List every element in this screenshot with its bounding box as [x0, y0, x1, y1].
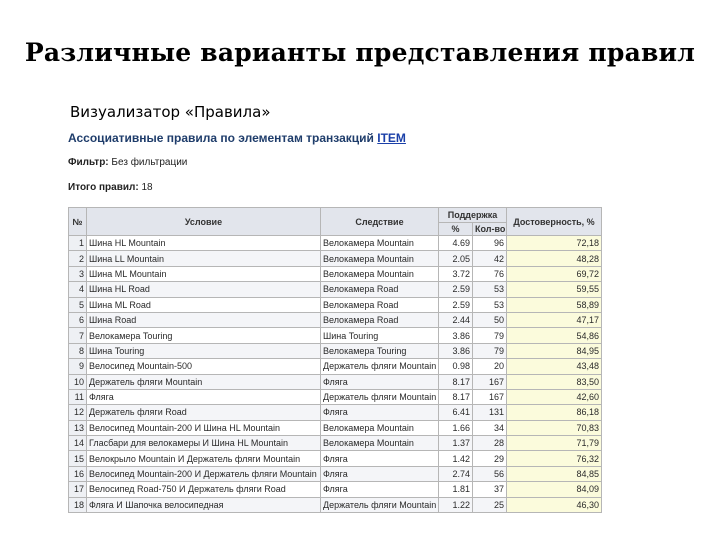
confidence-cell: 70,83 [507, 420, 602, 435]
row-number-cell: 9 [69, 359, 87, 374]
condition-cell: Фляга И Шапочка велосипедная [87, 497, 321, 512]
consequence-cell: Фляга [321, 482, 439, 497]
condition-cell: Велосипед Road-750 И Держатель фляги Road [87, 482, 321, 497]
support-pct-cell: 1.66 [439, 420, 473, 435]
consequence-cell: Велокамера Mountain [321, 266, 439, 281]
row-number-cell: 3 [69, 266, 87, 281]
support-count-cell: 42 [473, 251, 507, 266]
confidence-cell: 69,72 [507, 266, 602, 281]
report-title-item-link[interactable]: ITEM [377, 131, 406, 145]
confidence-cell: 86,18 [507, 405, 602, 420]
condition-cell: Велокамера Touring [87, 328, 321, 343]
consequence-cell: Велокамера Mountain [321, 251, 439, 266]
support-pct-cell: 2.44 [439, 312, 473, 327]
confidence-cell: 46,30 [507, 497, 602, 512]
report-title-prefix: Ассоциативные правила по элементам транзакций [68, 131, 374, 145]
row-number-cell: 1 [69, 236, 87, 251]
slide-subtitle: Визуализатор «Правила» [70, 103, 271, 121]
consequence-cell: Фляга [321, 451, 439, 466]
table-row[interactable] [69, 389, 602, 404]
consequence-cell: Велокамера Mountain [321, 420, 439, 435]
row-number-cell: 14 [69, 436, 87, 451]
support-pct-cell: 6.41 [439, 405, 473, 420]
header-support-pct[interactable]: % [439, 223, 473, 236]
total-label: Итого правил: [68, 182, 139, 193]
consequence-cell: Велокамера Road [321, 297, 439, 312]
support-pct-cell: 2.74 [439, 466, 473, 481]
support-count-cell: 25 [473, 497, 507, 512]
header-consequence[interactable]: Следствие [321, 208, 439, 236]
slide-title: Различные варианты представления правил [24, 38, 696, 67]
condition-cell: Велосипед Mountain-200 И Шина HL Mountain [87, 420, 321, 435]
header-num[interactable]: № [69, 208, 87, 236]
support-pct-cell: 3.86 [439, 328, 473, 343]
support-count-cell: 76 [473, 266, 507, 281]
support-pct-cell: 8.17 [439, 389, 473, 404]
row-number-cell: 7 [69, 328, 87, 343]
condition-cell: Шина ML Road [87, 297, 321, 312]
table-row[interactable] [69, 451, 602, 466]
condition-cell: Держатель фляги Road [87, 405, 321, 420]
support-count-cell: 20 [473, 359, 507, 374]
support-count-cell: 167 [473, 389, 507, 404]
rules-table-body [69, 236, 602, 513]
table-row[interactable] [69, 343, 602, 358]
support-count-cell: 29 [473, 451, 507, 466]
confidence-cell: 42,60 [507, 389, 602, 404]
row-number-cell: 5 [69, 297, 87, 312]
table-row[interactable] [69, 359, 602, 374]
confidence-cell: 84,09 [507, 482, 602, 497]
support-pct-cell: 3.72 [439, 266, 473, 281]
row-number-cell: 18 [69, 497, 87, 512]
condition-cell: Велосипед Mountain-200 И Держатель фляги Mountain [87, 466, 321, 481]
row-number-cell: 16 [69, 466, 87, 481]
confidence-cell: 83,50 [507, 374, 602, 389]
table-row[interactable] [69, 328, 602, 343]
row-number-cell: 10 [69, 374, 87, 389]
condition-cell: Шина HL Mountain [87, 236, 321, 251]
table-row[interactable] [69, 482, 602, 497]
support-pct-cell: 2.05 [439, 251, 473, 266]
support-pct-cell: 4.69 [439, 236, 473, 251]
confidence-cell: 84,85 [507, 466, 602, 481]
consequence-cell: Велокамера Mountain [321, 436, 439, 451]
table-row[interactable] [69, 436, 602, 451]
table-row[interactable] [69, 266, 602, 281]
consequence-cell: Велокамера Road [321, 282, 439, 297]
support-count-cell: 167 [473, 374, 507, 389]
confidence-cell: 71,79 [507, 436, 602, 451]
confidence-cell: 54,86 [507, 328, 602, 343]
support-count-cell: 56 [473, 466, 507, 481]
row-number-cell: 17 [69, 482, 87, 497]
support-pct-cell: 2.59 [439, 297, 473, 312]
support-count-cell: 96 [473, 236, 507, 251]
table-row[interactable] [69, 420, 602, 435]
row-number-cell: 15 [69, 451, 87, 466]
table-row[interactable] [69, 236, 602, 251]
support-pct-cell: 3.86 [439, 343, 473, 358]
support-pct-cell: 0.98 [439, 359, 473, 374]
header-condition[interactable]: Условие [87, 208, 321, 236]
condition-cell: Шина HL Road [87, 282, 321, 297]
confidence-cell: 47,17 [507, 312, 602, 327]
table-row[interactable] [69, 251, 602, 266]
filter-label: Фильтр: [68, 157, 109, 168]
header-confidence[interactable]: Достоверность, % [507, 208, 602, 236]
condition-cell: Шина Touring [87, 343, 321, 358]
support-pct-cell: 1.81 [439, 482, 473, 497]
condition-cell: Шина ML Mountain [87, 266, 321, 281]
table-row[interactable] [69, 297, 602, 312]
support-count-cell: 79 [473, 343, 507, 358]
condition-cell: Шина LL Mountain [87, 251, 321, 266]
support-pct-cell: 1.37 [439, 436, 473, 451]
row-number-cell: 4 [69, 282, 87, 297]
condition-cell: Гласбари для велокамеры И Шина HL Mountain [87, 436, 321, 451]
consequence-cell: Держатель фляги Mountain [321, 389, 439, 404]
total-line [68, 182, 153, 193]
table-row[interactable] [69, 312, 602, 327]
header-support: Поддержка [439, 208, 507, 223]
filter-line [68, 157, 187, 168]
filter-value: Без фильтрации [111, 157, 188, 168]
condition-cell: Велокрыло Mountain И Держатель фляги Mountain [87, 451, 321, 466]
support-pct-cell: 2.59 [439, 282, 473, 297]
row-number-cell: 11 [69, 389, 87, 404]
consequence-cell: Фляга [321, 374, 439, 389]
confidence-cell: 59,55 [507, 282, 602, 297]
table-row[interactable] [69, 497, 602, 512]
confidence-cell: 48,28 [507, 251, 602, 266]
confidence-cell: 72,18 [507, 236, 602, 251]
row-number-cell: 8 [69, 343, 87, 358]
condition-cell: Велосипед Mountain-500 [87, 359, 321, 374]
confidence-cell: 43,48 [507, 359, 602, 374]
row-number-cell: 6 [69, 312, 87, 327]
consequence-cell: Шина Touring [321, 328, 439, 343]
support-count-cell: 37 [473, 482, 507, 497]
report-title [68, 131, 406, 145]
confidence-cell: 58,89 [507, 297, 602, 312]
condition-cell: Шина Road [87, 312, 321, 327]
row-number-cell: 2 [69, 251, 87, 266]
consequence-cell: Фляга [321, 405, 439, 420]
support-count-cell: 50 [473, 312, 507, 327]
support-count-cell: 53 [473, 282, 507, 297]
header-support-count[interactable]: Кол-во [473, 223, 507, 236]
support-count-cell: 34 [473, 420, 507, 435]
table-row[interactable] [69, 466, 602, 481]
support-pct-cell: 1.42 [439, 451, 473, 466]
support-count-cell: 28 [473, 436, 507, 451]
support-count-cell: 131 [473, 405, 507, 420]
table-row[interactable] [69, 282, 602, 297]
support-count-cell: 79 [473, 328, 507, 343]
table-row[interactable] [69, 405, 602, 420]
support-pct-cell: 8.17 [439, 374, 473, 389]
confidence-cell: 84,95 [507, 343, 602, 358]
consequence-cell: Держатель фляги Mountain [321, 497, 439, 512]
rules-table [68, 207, 602, 513]
consequence-cell: Фляга [321, 466, 439, 481]
row-number-cell: 13 [69, 420, 87, 435]
row-number-cell: 12 [69, 405, 87, 420]
confidence-cell: 76,32 [507, 451, 602, 466]
consequence-cell: Велокамера Mountain [321, 236, 439, 251]
consequence-cell: Велокамера Road [321, 312, 439, 327]
total-value: 18 [141, 182, 153, 193]
consequence-cell: Велокамера Touring [321, 343, 439, 358]
condition-cell: Держатель фляги Mountain [87, 374, 321, 389]
consequence-cell: Держатель фляги Mountain [321, 359, 439, 374]
support-count-cell: 53 [473, 297, 507, 312]
condition-cell: Фляга [87, 389, 321, 404]
table-row[interactable] [69, 374, 602, 389]
support-pct-cell: 1.22 [439, 497, 473, 512]
